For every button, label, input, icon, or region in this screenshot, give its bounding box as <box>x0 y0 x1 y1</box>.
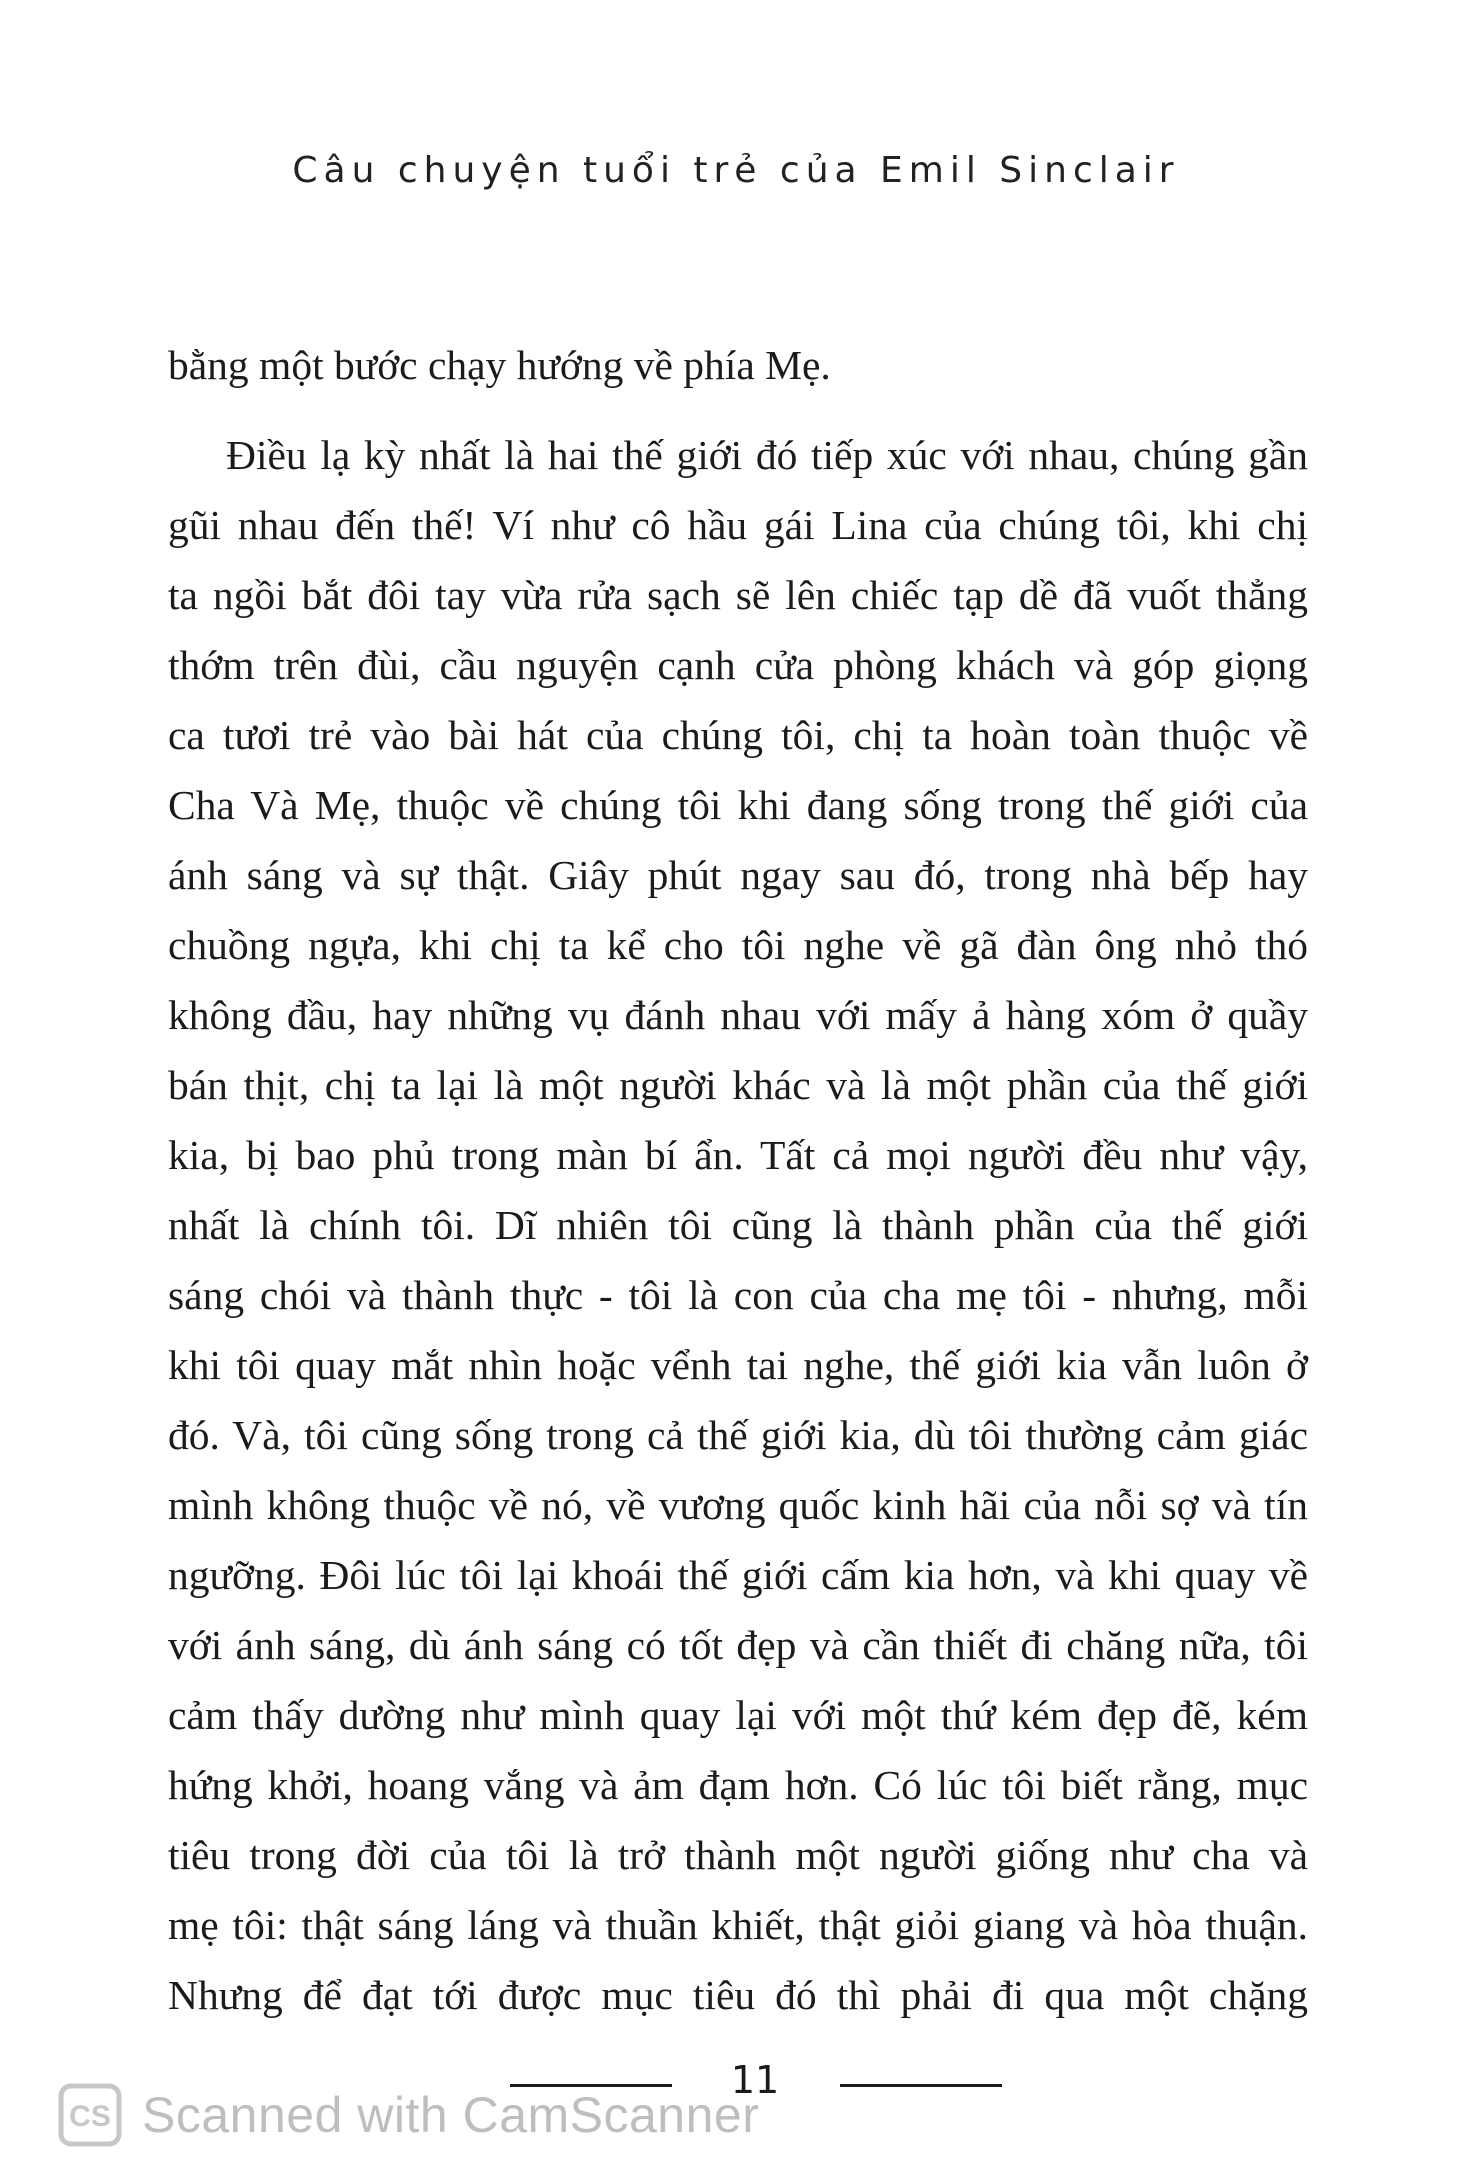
text-line: Cha Và Mẹ, thuộc về chúng tôi khi đang sống trong thế giới của <box>168 782 1308 828</box>
text-line: mẹ tôi: thật sáng láng và thuần khiết, thật giỏi giang và hòa thuận. <box>168 1902 1308 1948</box>
running-header-title: Câu chuyện tuổi trẻ của Emil Sinclair <box>292 150 1180 191</box>
text-line: bằng một bước chạy hướng về phía Mẹ. <box>168 342 831 388</box>
text-line: với ánh sáng, dù ánh sáng có tốt đẹp và cần thiết đi chăng nữa, tôi <box>168 1622 1308 1668</box>
text-line: sáng chói và thành thực - tôi là con của cha mẹ tôi - nhưng, mỗi <box>168 1272 1308 1318</box>
text-line: đó. Và, tôi cũng sống trong cả thế giới kia, dù tôi thường cảm giác <box>168 1412 1308 1458</box>
text-line: ánh sáng và sự thật. Giây phút ngay sau đó, trong nhà bếp hay <box>168 852 1308 898</box>
text-line: mình không thuộc về nó, về vương quốc kinh hãi của nỗi sợ và tín <box>168 1482 1308 1528</box>
logo-letters: CS <box>69 2100 111 2133</box>
footer-rule-right <box>840 2084 1002 2087</box>
text-line: ta ngồi bắt đôi tay vừa rửa sạch sẽ lên chiếc tạp dề đã vuốt thẳng <box>168 572 1308 618</box>
text-line: gũi nhau đến thế! Ví như cô hầu gái Lina của chúng tôi, khi chị <box>168 502 1308 548</box>
text-line: thớm trên đùi, cầu nguyện cạnh cửa phòng khách và góp giọng <box>168 642 1308 688</box>
text-line: ca tươi trẻ vào bài hát của chúng tôi, chị ta hoàn toàn thuộc về <box>168 712 1308 758</box>
camscanner-watermark <box>58 2080 759 2150</box>
body-text <box>168 330 1308 2030</box>
text-line: chuồng ngựa, khi chị ta kể cho tôi nghe về gã đàn ông nhỏ thó <box>168 922 1308 968</box>
text-line: bán thịt, chị ta lại là một người khác và là một phần của thế giới <box>168 1062 1308 1108</box>
paragraph-gap <box>168 400 1308 420</box>
page-number: 11 <box>730 2058 780 2102</box>
text-line: Nhưng để đạt tới được mục tiêu đó thì phải đi qua một chặng <box>168 1972 1308 2018</box>
text-line: tiêu trong đời của tôi là trở thành một người giống như cha và <box>168 1832 1308 1878</box>
text-line: ngưỡng. Đôi lúc tôi lại khoái thế giới cấm kia hơn, và khi quay về <box>168 1552 1308 1598</box>
text-line: kia, bị bao phủ trong màn bí ẩn. Tất cả mọi người đều như vậy, <box>168 1132 1308 1178</box>
text-line: không đầu, hay những vụ đánh nhau với mấy ả hàng xóm ở quầy <box>168 992 1308 1038</box>
watermark-text: Scanned with CamScanner <box>142 2087 760 2143</box>
camscanner-cs-logo-icon <box>58 2083 122 2147</box>
text-line: cảm thấy dường như mình quay lại với một thứ kém đẹp đẽ, kém <box>168 1692 1308 1738</box>
text-line: hứng khởi, hoang vắng và ảm đạm hơn. Có lúc tôi biết rằng, mục <box>168 1762 1308 1808</box>
text-line: khi tôi quay mắt nhìn hoặc vểnh tai nghe, thế giới kia vẫn luôn ở <box>168 1342 1308 1388</box>
text-line: nhất là chính tôi. Dĩ nhiên tôi cũng là thành phần của thế giới <box>168 1202 1308 1248</box>
text-line: Điều lạ kỳ nhất là hai thế giới đó tiếp xúc với nhau, chúng gần <box>226 432 1308 478</box>
